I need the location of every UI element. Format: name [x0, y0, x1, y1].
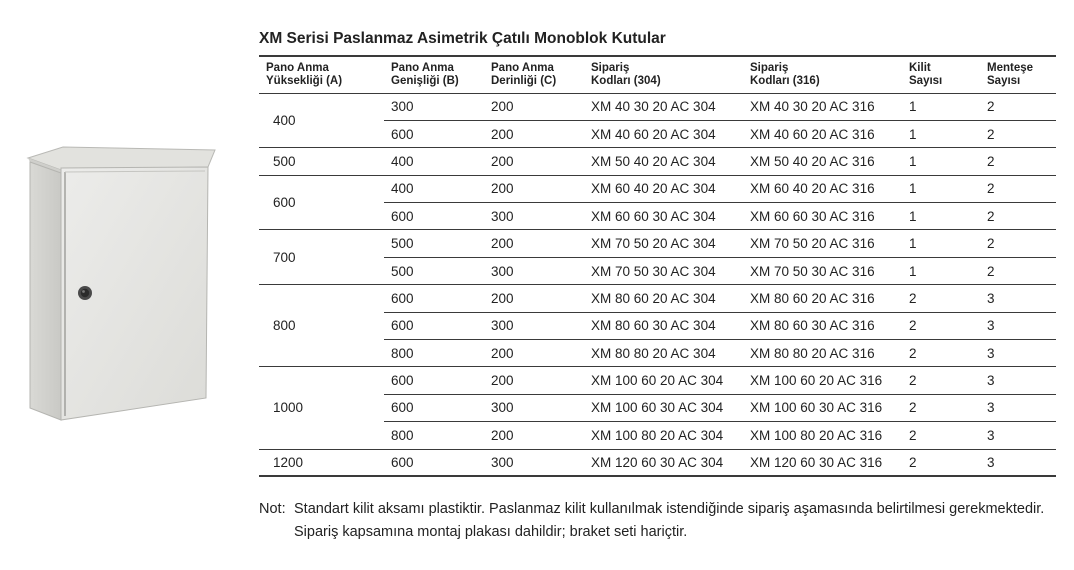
hinge-count-cell: 2 — [980, 203, 1056, 230]
code-316-cell: XM 100 60 30 AC 316 — [743, 394, 902, 421]
hinge-count-cell: 2 — [980, 93, 1056, 120]
lock-count-cell: 1 — [902, 175, 980, 202]
code-304-cell: XM 80 60 20 AC 304 — [584, 285, 743, 312]
hinge-count-cell: 2 — [980, 148, 1056, 175]
code-304-cell: XM 60 40 20 AC 304 — [584, 175, 743, 202]
hinge-count-cell: 3 — [980, 312, 1056, 339]
table-row — [259, 285, 1056, 312]
column-header-line: Sayısı — [987, 75, 1021, 87]
depth-cell: 200 — [484, 340, 584, 367]
code-304-cell: XM 70 50 20 AC 304 — [584, 230, 743, 257]
height-cell: 1000 — [259, 367, 384, 449]
depth-cell: 200 — [484, 120, 584, 147]
lock-count-cell: 2 — [902, 422, 980, 449]
hinge-count-cell: 2 — [980, 257, 1056, 284]
code-316-cell: XM 50 40 20 AC 316 — [743, 148, 902, 175]
code-304-cell: XM 100 60 20 AC 304 — [584, 367, 743, 394]
code-304-cell: XM 50 40 20 AC 304 — [584, 148, 743, 175]
column-header — [384, 56, 484, 93]
code-316-cell: XM 70 50 20 AC 316 — [743, 230, 902, 257]
column-header-line: Sipariş — [591, 62, 630, 74]
code-304-cell: XM 80 60 30 AC 304 — [584, 312, 743, 339]
depth-cell: 200 — [484, 230, 584, 257]
column-header-line: Genişliği (B) — [391, 75, 459, 87]
width-cell: 600 — [384, 367, 484, 394]
hinge-count-cell: 2 — [980, 120, 1056, 147]
depth-cell: 200 — [484, 175, 584, 202]
width-cell: 600 — [384, 312, 484, 339]
height-cell: 500 — [259, 148, 384, 175]
note-block — [259, 498, 1059, 543]
column-header-line: Pano Anma — [391, 62, 454, 74]
depth-cell: 200 — [484, 93, 584, 120]
height-cell: 1200 — [259, 449, 384, 476]
table-body — [259, 93, 1056, 476]
lock-count-cell: 2 — [902, 340, 980, 367]
hinge-count-cell: 2 — [980, 175, 1056, 202]
column-header-line: Sipariş — [750, 62, 789, 74]
specification-table — [259, 55, 1056, 477]
depth-cell: 200 — [484, 148, 584, 175]
column-header-line: Yüksekliği (A) — [266, 75, 343, 87]
lock-count-cell: 1 — [902, 257, 980, 284]
width-cell: 400 — [384, 148, 484, 175]
code-316-cell: XM 80 60 30 AC 316 — [743, 312, 902, 339]
column-header — [484, 56, 584, 93]
width-cell: 300 — [384, 93, 484, 120]
depth-cell: 300 — [484, 312, 584, 339]
lock-count-cell: 2 — [902, 367, 980, 394]
code-316-cell: XM 70 50 30 AC 316 — [743, 257, 902, 284]
code-316-cell: XM 100 80 20 AC 316 — [743, 422, 902, 449]
code-316-cell: XM 100 60 20 AC 316 — [743, 367, 902, 394]
column-header-line: Menteşe — [987, 62, 1034, 74]
lock-count-cell: 2 — [902, 394, 980, 421]
width-cell: 600 — [384, 449, 484, 476]
column-header — [980, 56, 1056, 93]
lock-count-cell: 2 — [902, 312, 980, 339]
hinge-count-cell: 2 — [980, 230, 1056, 257]
column-header-line: Kilit — [909, 62, 931, 74]
hinge-count-cell: 3 — [980, 367, 1056, 394]
code-304-cell: XM 100 80 20 AC 304 — [584, 422, 743, 449]
code-304-cell: XM 40 60 20 AC 304 — [584, 120, 743, 147]
table-row — [259, 175, 1056, 202]
hinge-count-cell: 3 — [980, 340, 1056, 367]
lock-knob-icon — [78, 286, 92, 300]
table-row — [259, 230, 1056, 257]
code-304-cell: XM 70 50 30 AC 304 — [584, 257, 743, 284]
width-cell: 800 — [384, 340, 484, 367]
depth-cell: 300 — [484, 449, 584, 476]
table-row — [259, 449, 1056, 476]
code-316-cell: XM 60 40 20 AC 316 — [743, 175, 902, 202]
code-316-cell: XM 40 30 20 AC 316 — [743, 93, 902, 120]
depth-cell: 300 — [484, 257, 584, 284]
column-header-line: Pano Anma — [266, 62, 329, 74]
depth-cell: 300 — [484, 203, 584, 230]
code-316-cell: XM 80 60 20 AC 316 — [743, 285, 902, 312]
lock-count-cell: 1 — [902, 230, 980, 257]
code-316-cell: XM 40 60 20 AC 316 — [743, 120, 902, 147]
code-304-cell: XM 100 60 30 AC 304 — [584, 394, 743, 421]
column-header — [259, 56, 384, 93]
table-row — [259, 148, 1056, 175]
width-cell: 600 — [384, 394, 484, 421]
code-304-cell: XM 40 30 20 AC 304 — [584, 93, 743, 120]
column-header-line: Kodları (304) — [591, 75, 661, 87]
lock-count-cell: 2 — [902, 285, 980, 312]
column-header — [902, 56, 980, 93]
code-304-cell: XM 120 60 30 AC 304 — [584, 449, 743, 476]
table-title: XM Serisi Paslanmaz Asimetrik Çatılı Monoblok Kutular — [259, 30, 666, 47]
code-316-cell: XM 80 80 20 AC 316 — [743, 340, 902, 367]
table-row — [259, 93, 1056, 120]
lock-count-cell: 1 — [902, 93, 980, 120]
note-label: Not: — [259, 501, 286, 517]
width-cell: 600 — [384, 285, 484, 312]
code-316-cell: XM 120 60 30 AC 316 — [743, 449, 902, 476]
column-header-line: Kodları (316) — [750, 75, 820, 87]
hinge-count-cell: 3 — [980, 422, 1056, 449]
depth-cell: 200 — [484, 285, 584, 312]
column-header — [743, 56, 902, 93]
width-cell: 500 — [384, 257, 484, 284]
width-cell: 600 — [384, 120, 484, 147]
note-line-2: Sipariş kapsamına montaj plakası dahildir; braket seti hariçtir. — [294, 523, 688, 540]
height-cell: 700 — [259, 230, 384, 285]
height-cell: 400 — [259, 93, 384, 148]
width-cell: 500 — [384, 230, 484, 257]
hinge-count-cell: 3 — [980, 394, 1056, 421]
column-header-line: Pano Anma — [491, 62, 554, 74]
width-cell: 800 — [384, 422, 484, 449]
code-304-cell: XM 80 80 20 AC 304 — [584, 340, 743, 367]
table-header-row — [259, 56, 1056, 93]
width-cell: 400 — [384, 175, 484, 202]
depth-cell: 200 — [484, 367, 584, 394]
column-header-line: Sayısı — [909, 75, 943, 87]
height-cell: 800 — [259, 285, 384, 367]
depth-cell: 200 — [484, 422, 584, 449]
width-cell: 600 — [384, 203, 484, 230]
cabinet-image — [25, 140, 220, 425]
note-line-1: Standart kilit aksamı plastiktir. Paslanmaz kilit kullanılmak istendiğinde sipariş aşamasında belirtilmesi gerekmektedir. — [294, 501, 1045, 517]
hinge-count-cell: 3 — [980, 449, 1056, 476]
hinge-count-cell: 3 — [980, 285, 1056, 312]
depth-cell: 300 — [484, 394, 584, 421]
code-316-cell: XM 60 60 30 AC 316 — [743, 203, 902, 230]
lock-count-cell: 1 — [902, 203, 980, 230]
lock-count-cell: 1 — [902, 120, 980, 147]
code-304-cell: XM 60 60 30 AC 304 — [584, 203, 743, 230]
column-header — [584, 56, 743, 93]
lock-count-cell: 1 — [902, 148, 980, 175]
column-header-line: Derinliği (C) — [491, 75, 557, 87]
table-row — [259, 367, 1056, 394]
height-cell: 600 — [259, 175, 384, 230]
lock-count-cell: 2 — [902, 449, 980, 476]
